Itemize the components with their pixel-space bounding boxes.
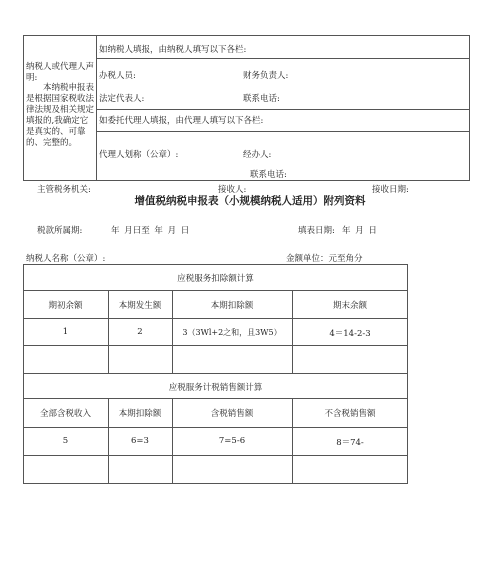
declaration-body: 本纳税申报表是根据国家税收法律法规及相关规定填报的,我确定它是真实的、可靠的、完整的。	[26, 83, 95, 148]
section2-header-tax-excl-sales: 不含税销售额	[324, 409, 376, 419]
section2-index-7: 7=5-6	[218, 436, 246, 446]
declaration-label: 纳税人或代理人声明:	[26, 62, 95, 83]
taxpayer-name-label: 纳税人名称（公章）:	[26, 254, 106, 264]
contact-phone-label-1: 联系电话:	[243, 94, 280, 104]
page-title: 增值税纳税申报表（小规模纳税人适用）附列资料	[134, 195, 366, 207]
section2-title: 应税服务计税销售额计算	[168, 383, 263, 393]
table-line-2	[23, 318, 408, 319]
amount-unit-label: 金额单位：元至角分	[286, 254, 363, 264]
section1-index-2: 2	[137, 327, 143, 337]
contact-phone-label-2: 联系电话:	[250, 170, 287, 180]
declaration-divider	[96, 35, 97, 181]
section1-header-closing: 期末余额	[332, 301, 367, 311]
finance-head-label: 财务负责人:	[243, 71, 289, 81]
handler-label: 办税人员:	[99, 71, 136, 81]
section2-header-deduction: 本期扣除额	[118, 409, 162, 419]
agent-handler-label: 经办人:	[243, 150, 272, 160]
section1-header-deduction: 本期扣除额	[210, 301, 254, 311]
declaration-row-line-3	[96, 131, 470, 132]
tax-period-value: 年 月曰至 年 月 日	[111, 226, 190, 236]
fill-date-value: 年 月 日	[342, 226, 377, 236]
section2-header-tax-incl-sales: 含税销售额	[210, 409, 254, 419]
section1-header-opening: 期初余额	[48, 301, 83, 311]
table-line-4	[23, 373, 408, 374]
section2-index-8: 8＝74-	[336, 438, 364, 448]
section1-header-incurred: 本期发生额	[118, 301, 162, 311]
receiver-label: 接收人:	[218, 185, 247, 195]
section2-index-5: 5	[62, 436, 69, 446]
section2-header-total-income: 全部含税收入	[39, 409, 91, 419]
tax-authority-label: 主管税务机关:	[37, 185, 91, 195]
table-line-1	[23, 290, 408, 291]
receive-date-label: 接收日期:	[372, 185, 409, 195]
legal-rep-label: 法定代表人:	[99, 94, 145, 104]
table-line-7	[23, 455, 408, 456]
self-fill-header: 如纳税人填报，由纳税人填写以下各栏:	[99, 45, 247, 55]
table-line-3	[23, 345, 408, 346]
declaration-row-line-1	[96, 58, 470, 59]
section2-index-6: 6=3	[131, 436, 149, 446]
deduction-table	[23, 264, 408, 484]
tax-period-label: 税款所属期:	[37, 226, 83, 236]
agent-fill-header: 如委托代理人填报，由代理人填写以下各栏:	[99, 116, 264, 126]
declaration-row-line-2	[96, 109, 470, 110]
section1-index-3: 3（3Wl+2之和，且3W5）	[182, 328, 282, 337]
table-line-5	[23, 398, 408, 399]
agent-name-label: 代理人划称（公章）:	[99, 150, 179, 160]
section1-title: 应税服务扣除额计算	[177, 274, 254, 284]
section1-index-4: 4＝14-2-3	[329, 329, 371, 339]
table-line-6	[23, 427, 408, 428]
fill-date-label: 填表日期:	[298, 226, 335, 236]
section1-index-1: 1	[62, 327, 69, 337]
